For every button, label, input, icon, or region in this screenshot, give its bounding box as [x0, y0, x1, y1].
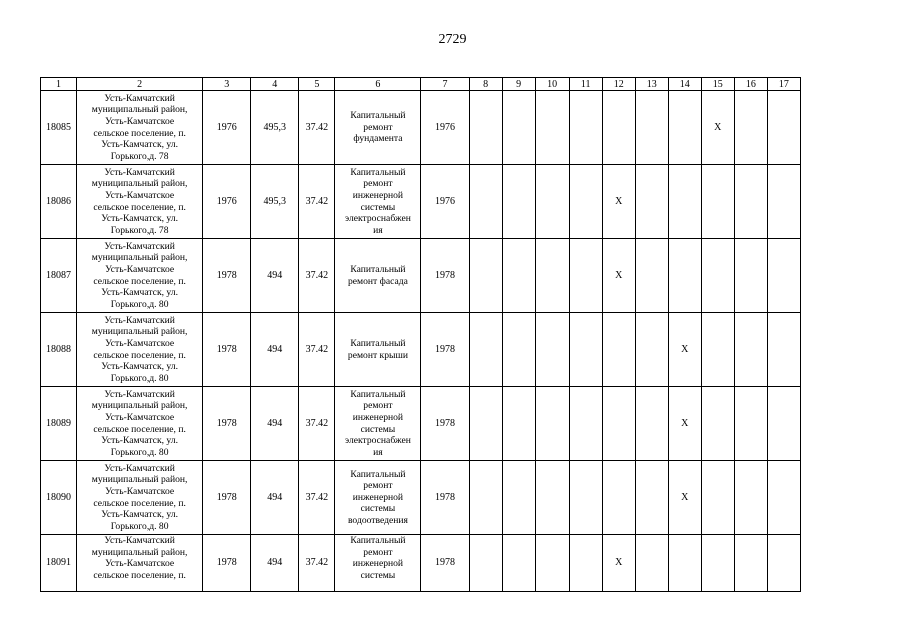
empty-cell-col-13	[635, 387, 668, 461]
work-type-cell-line: ремонт	[363, 480, 393, 492]
address-cell-line: муниципальный район,	[91, 326, 188, 338]
address-cell-line: Усть-Камчатское	[105, 337, 175, 349]
work-type-cell	[335, 91, 421, 165]
work-type-cell	[335, 165, 421, 239]
empty-cell-col-11	[569, 535, 602, 592]
empty-cell-col-11	[569, 165, 602, 239]
work-type-cell-line: электроснабжен	[345, 213, 411, 225]
address-cell-line: Горького,д. 80	[110, 372, 169, 384]
address-cell-line: Усть-Камчатское	[105, 189, 175, 201]
address-cell-line: Усть-Камчатский	[104, 166, 175, 178]
year-built-cell: 1976	[203, 165, 251, 239]
code-cell: 37.42	[299, 535, 335, 592]
year-cell: 1978	[421, 461, 469, 535]
work-type-cell-line: системы	[360, 201, 396, 213]
empty-cell-col-12	[602, 91, 635, 165]
work-type-cell-line: ия	[373, 224, 383, 236]
address-cell-line: Усть-Камчатский	[104, 92, 175, 104]
empty-cell-col-13	[635, 165, 668, 239]
column-header-3: 3	[203, 78, 251, 91]
address-cell-line: муниципальный район,	[91, 252, 188, 264]
address-cell-line: Усть-Камчатское	[105, 411, 175, 423]
address-cell-line: Горького,д. 78	[110, 224, 169, 236]
address-cell-line: Усть-Камчатск, ул.	[101, 435, 178, 447]
empty-cell-col-17	[767, 239, 800, 313]
mark-cell-col-12: Х	[602, 535, 635, 592]
address-cell-line: сельское поселение, п.	[93, 423, 186, 435]
work-type-cell	[335, 387, 421, 461]
repair-schedule-table	[40, 77, 801, 592]
column-header-12: 12	[602, 78, 635, 91]
empty-cell-col-12	[602, 313, 635, 387]
address-cell-line: муниципальный район,	[91, 474, 188, 486]
column-header-9: 9	[502, 78, 535, 91]
address-cell-line: Горького,д. 80	[110, 446, 169, 458]
table-row	[41, 165, 801, 239]
code-cell: 37.42	[299, 313, 335, 387]
work-type-cell	[335, 239, 421, 313]
address-cell	[77, 239, 203, 313]
year-cell: 1978	[421, 313, 469, 387]
empty-cell-col-10	[535, 387, 569, 461]
empty-cell-col-17	[767, 313, 800, 387]
work-type-cell-line: ремонт	[363, 121, 393, 133]
empty-cell-col-16	[734, 461, 767, 535]
address-cell-line: Усть-Камчатское	[105, 115, 175, 127]
work-type-cell-line: Капитальный	[350, 535, 406, 546]
empty-cell-col-16	[734, 91, 767, 165]
empty-cell-col-9	[502, 239, 535, 313]
table-row	[41, 313, 801, 387]
empty-cell-col-8	[469, 239, 502, 313]
year-built-cell: 1978	[203, 461, 251, 535]
work-type-cell-line: Капитальный	[350, 166, 406, 178]
empty-cell-col-13	[635, 461, 668, 535]
address-cell-line: Усть-Камчатск, ул.	[101, 213, 178, 225]
address-cell-line: Усть-Камчатск, ул.	[101, 287, 178, 299]
row-id: 18090	[41, 461, 77, 535]
work-type-cell-line: ия	[373, 446, 383, 458]
work-type-cell-line: инженерной	[352, 411, 404, 423]
empty-cell-col-15	[701, 239, 734, 313]
empty-cell-col-16	[734, 239, 767, 313]
work-type-cell-line: системы	[360, 569, 396, 581]
column-header-14: 14	[668, 78, 701, 91]
empty-cell-col-13	[635, 313, 668, 387]
column-header-11: 11	[569, 78, 602, 91]
address-cell-line: Усть-Камчатский	[104, 388, 175, 400]
mark-cell-col-15: Х	[701, 91, 734, 165]
year-cell: 1976	[421, 91, 469, 165]
code-cell: 37.42	[299, 239, 335, 313]
mark-cell-col-12: Х	[602, 239, 635, 313]
code-cell: 37.42	[299, 387, 335, 461]
empty-cell-col-12	[602, 387, 635, 461]
work-type-cell-line: Капитальный	[350, 468, 406, 480]
year-cell: 1978	[421, 387, 469, 461]
address-cell-line: Усть-Камчатский	[104, 314, 175, 326]
row-id: 18086	[41, 165, 77, 239]
mark-cell-col-14: Х	[668, 313, 701, 387]
empty-cell-col-10	[535, 313, 569, 387]
address-cell-line: Горького,д. 78	[110, 150, 169, 162]
address-cell-line: Усть-Камчатск, ул.	[101, 139, 178, 151]
column-header-13: 13	[635, 78, 668, 91]
table-row	[41, 239, 801, 313]
empty-cell-col-17	[767, 387, 800, 461]
address-cell-line: сельское поселение, п.	[93, 569, 186, 581]
work-type-cell-line: системы	[360, 503, 396, 515]
column-header-7: 7	[421, 78, 469, 91]
area-cell: 494	[251, 535, 299, 592]
empty-cell-col-16	[734, 165, 767, 239]
column-header-1: 1	[41, 78, 77, 91]
year-cell: 1978	[421, 535, 469, 592]
work-type-cell	[335, 461, 421, 535]
area-cell: 495,3	[251, 165, 299, 239]
empty-cell-col-17	[767, 535, 800, 592]
empty-cell-col-9	[502, 313, 535, 387]
empty-cell-col-8	[469, 313, 502, 387]
mark-cell-col-14: Х	[668, 461, 701, 535]
address-cell	[77, 387, 203, 461]
address-cell-line: сельское поселение, п.	[93, 497, 186, 509]
empty-cell-col-8	[469, 91, 502, 165]
empty-cell-col-13	[635, 91, 668, 165]
work-type-cell-line: ремонт	[363, 400, 393, 412]
work-type-cell-line: Капитальный	[350, 388, 406, 400]
column-header-10: 10	[535, 78, 569, 91]
empty-cell-col-9	[502, 387, 535, 461]
empty-cell-col-15	[701, 165, 734, 239]
year-built-cell: 1978	[203, 535, 251, 592]
work-type-cell-line: Капитальный	[350, 263, 406, 275]
empty-cell-col-11	[569, 387, 602, 461]
empty-cell-col-13	[635, 535, 668, 592]
work-type-cell-line: фундамента	[353, 133, 403, 145]
page-number: 2729	[438, 32, 467, 47]
work-type-cell-line: ремонт	[363, 546, 393, 558]
work-type-cell-line: водоотведения	[347, 514, 408, 526]
empty-cell-col-10	[535, 239, 569, 313]
empty-cell-col-16	[734, 535, 767, 592]
empty-cell-col-9	[502, 535, 535, 592]
address-cell-line: Усть-Камчатский	[104, 462, 175, 474]
table-row	[41, 535, 801, 592]
column-header-17: 17	[767, 78, 800, 91]
column-header-5: 5	[299, 78, 335, 91]
empty-cell-col-14	[668, 91, 701, 165]
empty-cell-col-8	[469, 535, 502, 592]
area-cell: 494	[251, 461, 299, 535]
address-cell-line: муниципальный район,	[91, 546, 188, 558]
address-cell	[77, 91, 203, 165]
empty-cell-col-15	[701, 313, 734, 387]
empty-cell-col-10	[535, 91, 569, 165]
empty-cell-col-17	[767, 91, 800, 165]
empty-cell-col-10	[535, 535, 569, 592]
empty-cell-col-11	[569, 239, 602, 313]
year-built-cell: 1976	[203, 91, 251, 165]
work-type-cell-line: ремонт крыши	[347, 349, 408, 361]
work-type-cell	[335, 313, 421, 387]
address-cell-line: Усть-Камчатск, ул.	[101, 509, 178, 521]
empty-cell-col-11	[569, 91, 602, 165]
work-type-cell-line: инженерной	[352, 491, 404, 503]
row-id: 18089	[41, 387, 77, 461]
work-type-cell-line: Капитальный	[350, 337, 406, 349]
empty-cell-col-17	[767, 165, 800, 239]
code-cell: 37.42	[299, 91, 335, 165]
empty-cell-col-14	[668, 535, 701, 592]
empty-cell-col-16	[734, 313, 767, 387]
address-cell-line: муниципальный район,	[91, 400, 188, 412]
empty-cell-col-11	[569, 313, 602, 387]
year-built-cell: 1978	[203, 239, 251, 313]
area-cell: 494	[251, 387, 299, 461]
column-header-2: 2	[77, 78, 203, 91]
row-id: 18085	[41, 91, 77, 165]
code-cell: 37.42	[299, 461, 335, 535]
empty-cell-col-16	[734, 387, 767, 461]
empty-cell-col-15	[701, 535, 734, 592]
address-cell-line: муниципальный район,	[91, 178, 188, 190]
row-id: 18088	[41, 313, 77, 387]
address-cell	[77, 313, 203, 387]
work-type-cell-line: ремонт	[363, 178, 393, 190]
empty-cell-col-11	[569, 461, 602, 535]
work-type-cell-line: системы	[360, 423, 396, 435]
address-cell-line: Усть-Камчатское	[105, 558, 175, 570]
column-header-16: 16	[734, 78, 767, 91]
empty-cell-col-9	[502, 91, 535, 165]
column-header-6: 6	[335, 78, 421, 91]
address-cell-line: Горького,д. 80	[110, 520, 169, 532]
address-cell-line: сельское поселение, п.	[93, 201, 186, 213]
column-header-4: 4	[251, 78, 299, 91]
address-cell-line: сельское поселение, п.	[93, 275, 186, 287]
column-header-15: 15	[701, 78, 734, 91]
empty-cell-col-15	[701, 387, 734, 461]
work-type-cell-line: электроснабжен	[345, 435, 411, 447]
empty-cell-col-8	[469, 461, 502, 535]
column-header-8: 8	[469, 78, 502, 91]
empty-cell-col-10	[535, 165, 569, 239]
address-cell-line: Усть-Камчатский	[104, 240, 175, 252]
table-row	[41, 461, 801, 535]
area-cell: 495,3	[251, 91, 299, 165]
address-cell-line: Усть-Камчатское	[105, 263, 175, 275]
header-row	[41, 78, 801, 91]
address-cell-line: Усть-Камчатское	[105, 485, 175, 497]
table-row	[41, 387, 801, 461]
year-built-cell: 1978	[203, 387, 251, 461]
work-type-cell-line: Капитальный	[350, 110, 406, 122]
address-cell	[77, 535, 203, 592]
empty-cell-col-10	[535, 461, 569, 535]
code-cell: 37.42	[299, 165, 335, 239]
year-built-cell: 1978	[203, 313, 251, 387]
address-cell	[77, 461, 203, 535]
empty-cell-col-14	[668, 239, 701, 313]
address-cell-line: сельское поселение, п.	[93, 127, 186, 139]
mark-cell-col-12: Х	[602, 165, 635, 239]
work-type-cell-line: ремонт фасада	[347, 275, 408, 287]
empty-cell-col-8	[469, 387, 502, 461]
empty-cell-col-17	[767, 461, 800, 535]
work-type-cell	[335, 535, 421, 592]
address-cell-line: Горького,д. 80	[110, 298, 169, 310]
address-cell-line: сельское поселение, п.	[93, 349, 186, 361]
empty-cell-col-9	[502, 165, 535, 239]
address-cell-line: Усть-Камчатск, ул.	[101, 361, 178, 373]
year-cell: 1978	[421, 239, 469, 313]
area-cell: 494	[251, 313, 299, 387]
empty-cell-col-9	[502, 461, 535, 535]
empty-cell-col-13	[635, 239, 668, 313]
mark-cell-col-14: Х	[668, 387, 701, 461]
table-body	[41, 91, 801, 592]
address-cell-line: Усть-Камчатский	[104, 535, 175, 546]
table-row	[41, 91, 801, 165]
area-cell: 494	[251, 239, 299, 313]
work-type-cell-line: инженерной	[352, 189, 404, 201]
empty-cell-col-8	[469, 165, 502, 239]
year-cell: 1976	[421, 165, 469, 239]
empty-cell-col-12	[602, 461, 635, 535]
address-cell	[77, 165, 203, 239]
empty-cell-col-15	[701, 461, 734, 535]
empty-cell-col-14	[668, 165, 701, 239]
row-id: 18087	[41, 239, 77, 313]
address-cell-line: муниципальный район,	[91, 104, 188, 116]
row-id: 18091	[41, 535, 77, 592]
work-type-cell-line: инженерной	[352, 558, 404, 570]
